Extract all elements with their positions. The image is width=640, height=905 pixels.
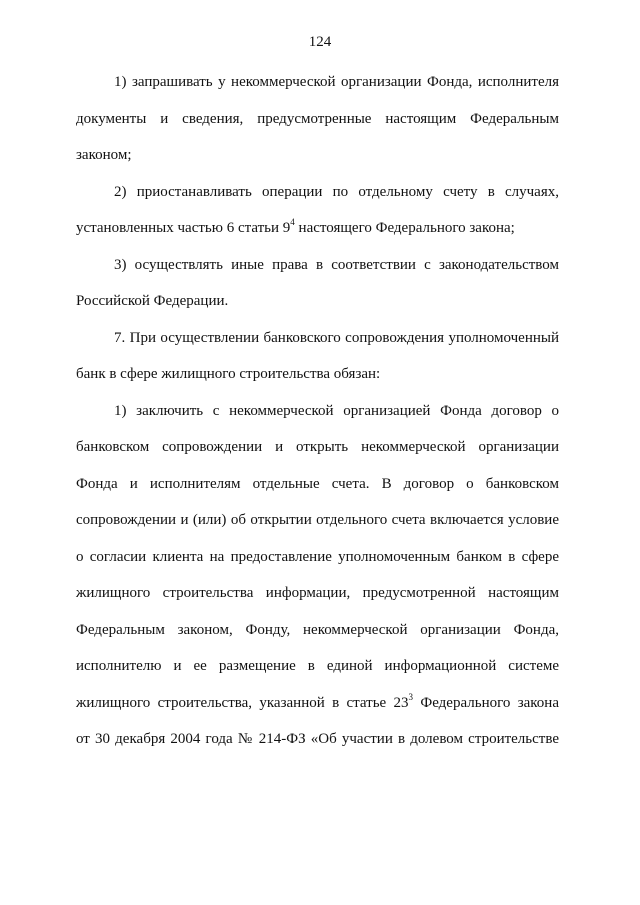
text-line: Фонда и исполнителям отдельные счета. В договор о банковском <box>76 475 559 492</box>
text-segment: настоящего Федерального закона; <box>294 220 515 236</box>
text-line: Российской Федерации. <box>76 293 229 309</box>
text-line: законом; <box>76 147 132 163</box>
text-line: банковском сопровождении и открыть некоммерческой организации <box>76 439 559 455</box>
text-line: 3) осуществлять иные права в соответствии с законодательством <box>114 256 559 273</box>
text-line: от 30 декабря 2004 года № 214-ФЗ «Об участии в долевом строительстве <box>76 731 559 747</box>
page-number: 124 <box>308 34 332 50</box>
text-line <box>76 685 559 722</box>
text-line: Федеральным законом, Фонду, некоммерческой организации Фонда, <box>76 621 559 638</box>
superscript: 3 <box>408 691 414 702</box>
text-line: документы и сведения, предусмотренные настоящим Федеральным <box>76 110 559 127</box>
text-segment: установленных частью 6 статьи 9 <box>76 220 291 236</box>
paragraph <box>76 320 559 393</box>
paragraph <box>76 247 559 320</box>
text-line: 2) приостанавливать операции по отдельному счету в случаях, <box>114 183 559 200</box>
paragraph <box>76 393 559 758</box>
superscript: 4 <box>290 217 295 227</box>
text-segment: жилищного строительства, указанной в статье 23 <box>76 694 409 711</box>
document-body <box>76 64 559 758</box>
text-line: 7. При осуществлении банковского сопровождения уполномоченный <box>114 329 559 346</box>
text-line <box>76 210 559 247</box>
text-line: сопровождении и (или) об открытии отдельного счета включается условие <box>76 512 559 528</box>
paragraph <box>76 174 559 247</box>
text-line: о согласии клиента на предоставление уполномоченным банком в сфере <box>76 548 559 565</box>
text-segment: Федерального закона <box>413 694 559 711</box>
paragraph <box>76 64 559 174</box>
text-line: жилищного строительства информации, предусмотренной настоящим <box>76 585 559 601</box>
text-line: банк в сфере жилищного строительства обязан: <box>76 366 381 382</box>
text-line: 1) заключить с некоммерческой организацией Фонда договор о <box>114 402 559 419</box>
text-line: исполнителю и ее размещение в единой информационной системе <box>76 658 559 674</box>
text-line: 1) запрашивать у некоммерческой организации Фонда, исполнителя <box>114 74 559 90</box>
